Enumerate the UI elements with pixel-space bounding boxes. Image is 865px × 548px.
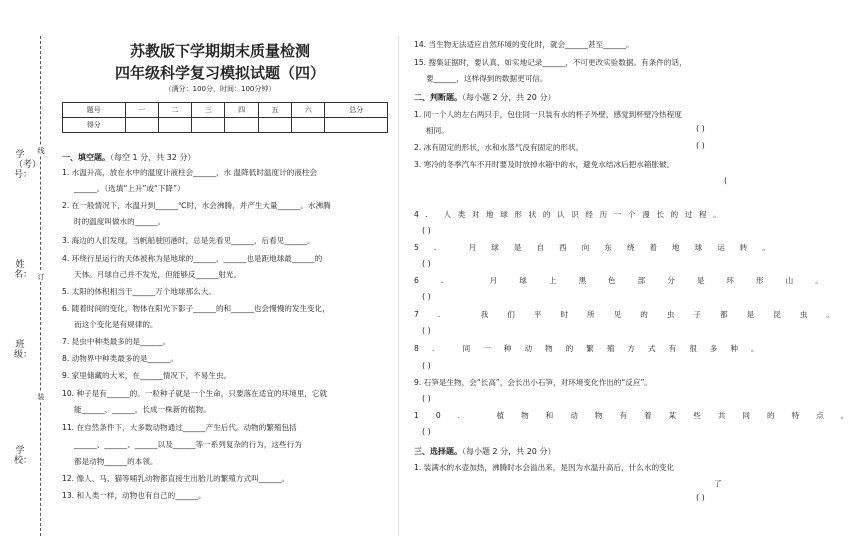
question-line: 时的温度叫做水的______。 — [74, 217, 166, 226]
question-line: 相同。 — [426, 126, 449, 135]
question-line: 11. 在自然条件下，大多数动物通过______产生后代。动物的繁殖包括 — [62, 423, 297, 432]
section-title: 二、判断题。 — [414, 93, 462, 102]
column-divider — [398, 36, 399, 536]
question-line: 5. 月球是自西向东绕着地球运转。 — [414, 243, 785, 252]
page-title: 苏教版下学期期末质量检测 — [129, 42, 310, 60]
question-line: 13. 和人类一样，动物也有自己的______。 — [62, 491, 206, 500]
question-line: 1. 水温升高，放在水中的温度计液柱会______，水 温降低时温度计的液柱会 — [62, 168, 318, 177]
binding-word-zhuang: 装 — [37, 393, 45, 401]
question-line: 14. 当生物无法适应自然环境的变化时，就会______甚至______。 — [414, 40, 634, 49]
binding-line — [40, 36, 41, 536]
score-cell[interactable] — [225, 118, 258, 133]
question-line: 3. 海边的人们发现，当帆船驶回港时，总是先看见______，后看见______。 — [62, 236, 315, 245]
table-cell: 六 — [292, 103, 325, 118]
question-line: 4. 人类对地球形状的认识经历一个漫长的过程。 — [414, 210, 728, 219]
binding-word-xian: 线 — [37, 147, 45, 155]
question-line: 了 — [714, 479, 722, 488]
section-note: （每空 1 分，共 32 分） — [110, 153, 196, 162]
answer-paren[interactable]: ( ) — [422, 427, 431, 436]
binding-word-ding: 订 — [37, 273, 45, 281]
question-line: 2. 冰有固定的形状，水和水蒸气没有固定的形状。 — [414, 143, 584, 152]
question-line: 5. 太阳的体积相当于______万个地球那么大。 — [62, 287, 216, 296]
question-line: 10. 植物和动物有着某些共同的特点。 — [414, 411, 865, 420]
section-title: 三、选择题。 — [414, 447, 462, 456]
answer-paren[interactable]: ( ) — [696, 493, 705, 502]
score-table — [62, 102, 388, 133]
question-line: 8. 同一种动物的繁殖方式有很多种。 — [414, 344, 772, 353]
section-title-judge — [414, 92, 555, 103]
table-cell: 三 — [192, 103, 225, 118]
answer-paren[interactable]: ( ) — [422, 259, 431, 268]
binding-label-id: 学（考）号： — [14, 150, 42, 180]
table-cell: 题号 — [63, 103, 126, 118]
question-line: 8. 动物界中种类最多的是______。 — [62, 354, 178, 363]
question-line: 都是动物______的本领。 — [74, 457, 158, 466]
score-cell[interactable] — [325, 118, 388, 133]
score-cell[interactable] — [292, 118, 325, 133]
table-cell: 二 — [158, 103, 191, 118]
question-line: 9. 石笋是生物，会“长高”，会长出小石笋，对环境变化作出的“反应”。 — [414, 378, 653, 387]
score-table-header-row — [63, 103, 388, 118]
score-cell[interactable] — [258, 118, 291, 133]
section-note: （每小题 2 分，共 20 分） — [462, 93, 556, 102]
question-line: 7. 我们平时所见的虫子都是昆虫。 — [414, 310, 853, 319]
question-line: 6. 月球上黑色部分是环形山。 — [414, 276, 845, 285]
score-cell[interactable] — [158, 118, 191, 133]
score-table-score-row — [63, 118, 388, 133]
page-subtitle: 四年级科学复习模拟试题（四） — [114, 64, 325, 82]
question-line: 10. 种子是有______的。一粒种子就是一个生命，只要落在适宜的环境里，它就 — [62, 389, 328, 398]
score-cell[interactable] — [125, 118, 158, 133]
section-note: （每小题 2 分，共 20 分） — [462, 447, 556, 456]
question-line: 要______，这样得到的数据更可信。 — [426, 74, 548, 83]
question-line: 而这个变化是有规律的。 — [74, 320, 158, 329]
table-cell: 总分 — [325, 103, 388, 118]
answer-paren[interactable]: ( ) — [422, 394, 431, 403]
binding-label-name: 姓名： — [14, 260, 33, 280]
table-cell: 四 — [225, 103, 258, 118]
score-cell[interactable] — [192, 118, 225, 133]
section-title: 一、填空题。 — [62, 153, 110, 162]
question-line: 3. 寒冷的冬季汽车不开时要及时放掉水箱中的水，避免水结冰后把水箱胀破。 — [414, 160, 675, 169]
question-line: 7. 昆虫中种类最多的是______。 — [62, 337, 171, 346]
question-line: 6. 随着时间的变化，物体在阳光下影子______的和______也会慢慢的发生变化， — [62, 304, 330, 313]
table-cell: 得分 — [63, 118, 126, 133]
question-line: ______、______、______以及______等一系列复杂的行为，这些行为 — [74, 440, 302, 449]
answer-paren[interactable]: ( ) — [422, 326, 431, 335]
question-line: 能______、______，长成一株新的植物。 — [74, 405, 211, 414]
question-line: 9. 家里储藏的大米，在______情况下，不易生虫。 — [62, 371, 232, 380]
question-line: 12. 像人、马、猫等哺乳动物都直接生出胎儿的繁殖方式叫______。 — [62, 474, 290, 483]
answer-paren[interactable]: ( ) — [422, 292, 431, 301]
answer-paren-open[interactable]: ( — [724, 176, 728, 185]
binding-label-school: 学校： — [14, 446, 33, 466]
answer-paren[interactable]: ( ) — [422, 361, 431, 370]
question-line: 1. 装满水的水壶加热，沸腾时水会溢出来，是因为水温升高后，什么水的变化 — [414, 463, 675, 472]
question-line: 1. 同一个人的左右两只手，包住同一只装有水的杯子外壁，感觉到杯壁冷热程度 — [414, 110, 682, 119]
answer-paren[interactable]: ( ) — [422, 226, 431, 235]
answer-paren[interactable]: ( ) — [696, 124, 705, 133]
exam-info: （满分：100分，时间：100分钟） — [164, 85, 276, 93]
section-title-choice — [414, 446, 555, 457]
question-line: 15. 搜集证据时，要认真、如实地记录______，不可更改实验数据。有条件的话， — [414, 58, 687, 67]
question-line: 4. 环绕行星运行的天体被称为是地球的______，______也是距地球最______的 — [62, 254, 323, 263]
question-line: 天体。月球自己并不发光，但能够反______射光。 — [74, 270, 242, 279]
table-cell: 一 — [125, 103, 158, 118]
question-line: ______。（选填“上升”或“下降”） — [74, 184, 185, 193]
answer-paren[interactable]: ( ) — [696, 141, 705, 150]
section-title-fill-in — [62, 152, 195, 163]
table-cell: 五 — [258, 103, 291, 118]
question-line: 2. 在一般情况下，水温升到______℃时，水会沸腾，并产生大量______。水沸腾 — [62, 201, 331, 210]
binding-label-class: 班级： — [14, 340, 33, 360]
